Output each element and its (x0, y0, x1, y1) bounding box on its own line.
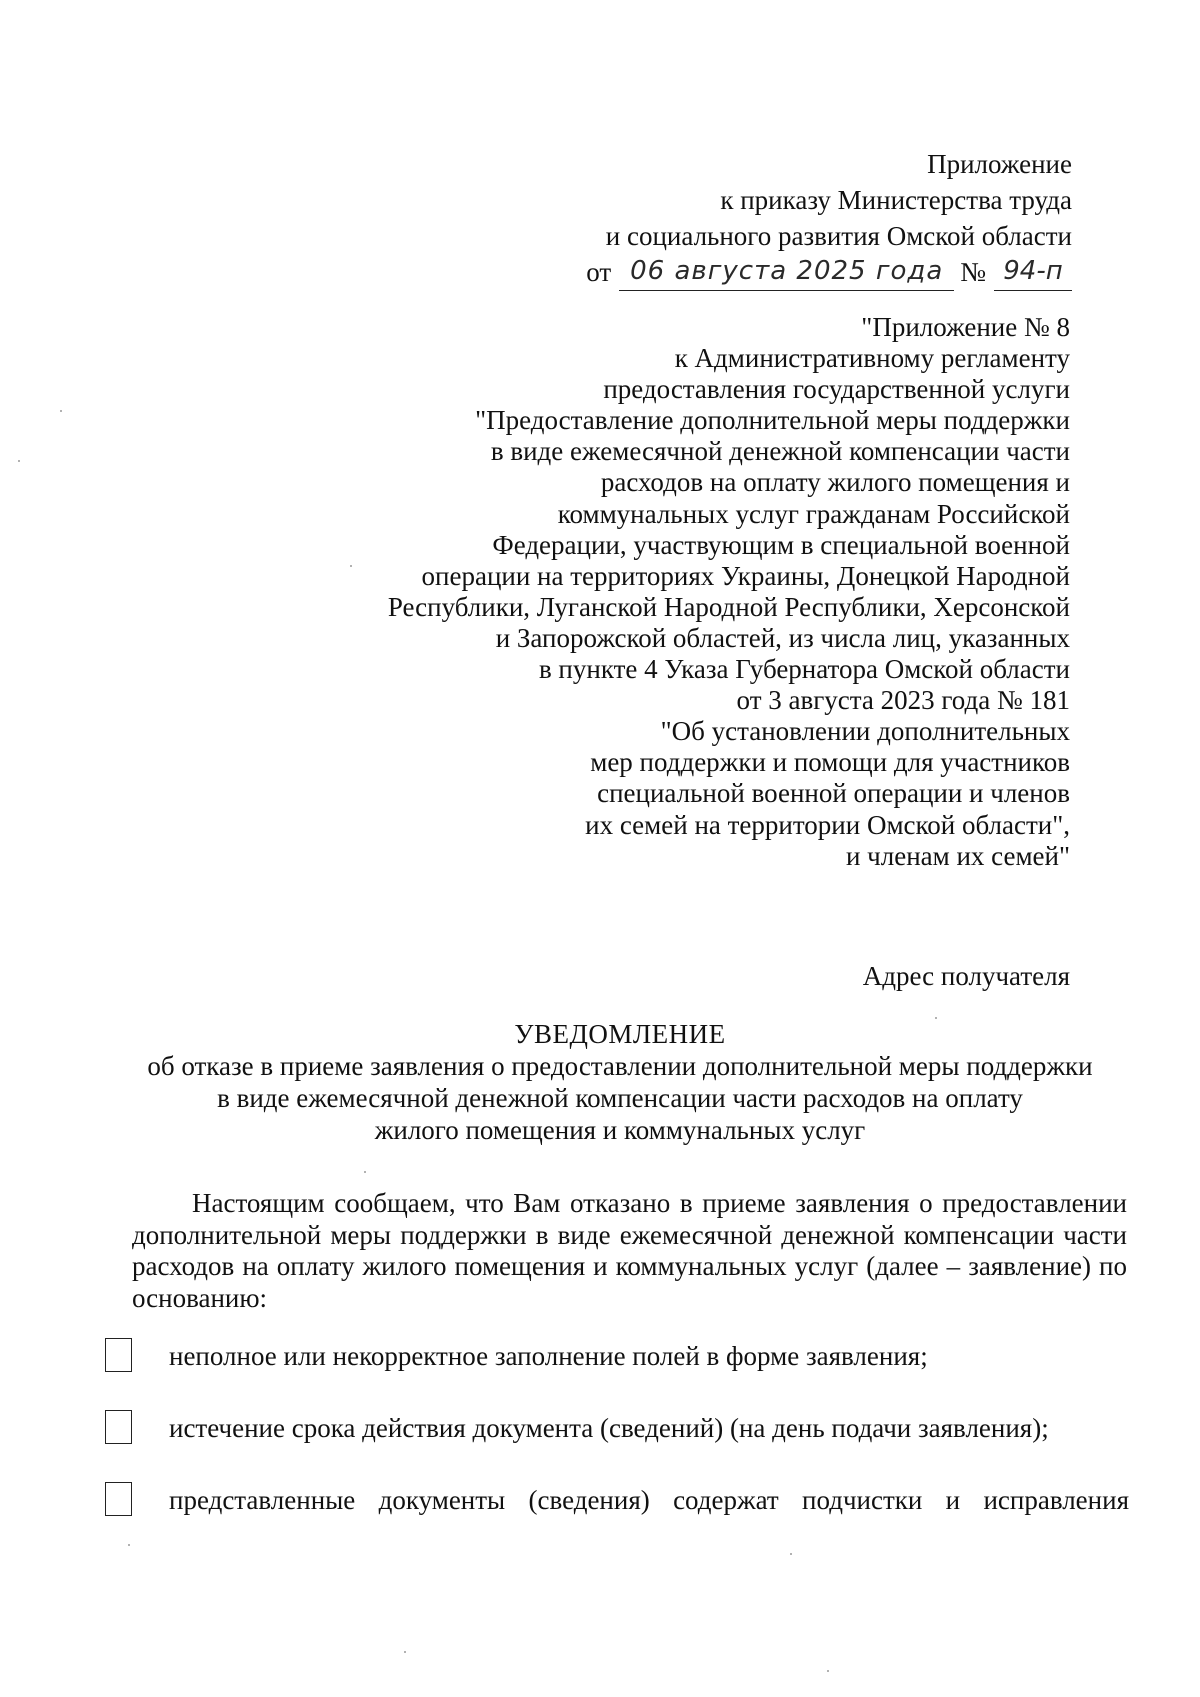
order-prefix: от (586, 257, 612, 287)
regulation-line: в пункте 4 Указа Губернатора Омской области (538, 654, 1070, 685)
appendix-line: Приложение (927, 149, 1072, 179)
regulation-line: Республики, Луганской Народной Республики, Херсонской (387, 591, 1070, 622)
order-number-handwritten: 94-п (1003, 256, 1063, 286)
regulation-line: от 3 августа 2023 года № 181 (736, 685, 1070, 716)
appendix-header (512, 146, 1072, 296)
regulation-line: и членам их семей" (845, 840, 1070, 871)
regulation-line: Федерации, участвующим в специальной военной (492, 529, 1070, 560)
notice-body-paragraph: Настоящим сообщаем, что Вам отказано в приеме заявления о предоставлении дополнительной меры поддержки в виде ежемесячной денежной компенсации части расходов на оплату жилого помещения и коммунальных услуг (далее – заявление) по основанию: (132, 1188, 1127, 1313)
regulation-line: их семей на территории Омской области", (585, 809, 1070, 840)
reason-checkbox[interactable] (105, 1338, 132, 1372)
regulation-line: коммунальных услуг гражданам Российской (557, 498, 1070, 529)
regulation-line: и Запорожской областей, из числа лиц, указанных (495, 622, 1070, 653)
regulation-line: "Приложение № 8 (861, 312, 1070, 342)
notice-subtitle-line: жилого помещения и коммунальных услуг (374, 1115, 866, 1145)
regulation-reference (310, 312, 1070, 872)
regulation-line: предоставления государственной услуги (603, 374, 1070, 405)
order-reference (512, 254, 1072, 296)
order-date-field (619, 256, 954, 291)
scan-speck (364, 1171, 366, 1173)
scan-speck (128, 1544, 130, 1546)
appendix-line: и социального развития Омской области (605, 221, 1072, 251)
notice-subtitle-line: об отказе в приеме заявления о предоставлении дополнительной меры поддержки (147, 1051, 1093, 1081)
regulation-line: к Административному регламенту (674, 343, 1070, 374)
scan-speck (404, 1651, 406, 1653)
appendix-line: к приказу Министерства труда (720, 185, 1072, 215)
order-number-field (994, 256, 1072, 291)
reason-checkbox[interactable] (105, 1482, 132, 1516)
notice-title-block (0, 1018, 1200, 1146)
regulation-line: "Об установлении дополнительных (660, 716, 1070, 747)
scan-speck (18, 460, 20, 462)
regulation-line: в виде ежемесячной денежной компенсации части (490, 436, 1070, 467)
order-number-label: № (960, 257, 986, 287)
regulation-line: операции на территориях Украины, Донецкой Народной (421, 560, 1070, 591)
reason-item (105, 1482, 1135, 1522)
reason-label: истечение срока действия документа (сведений) (на день подачи заявления); (169, 1413, 1049, 1443)
regulation-line: расходов на оплату жилого помещения и (600, 467, 1070, 498)
reason-label: представленные документы (сведения) содержат подчистки и исправления (169, 1485, 1129, 1515)
regulation-line: "Предоставление дополнительной меры поддержки (475, 405, 1070, 436)
reason-item (105, 1338, 1135, 1378)
scan-speck (935, 1017, 937, 1019)
scan-speck (350, 565, 352, 567)
notice-subtitle-line: в виде ежемесячной денежной компенсации части расходов на оплату (217, 1083, 1023, 1113)
order-date-handwritten: 06 августа 2025 года (630, 256, 944, 286)
notice-heading: УВЕДОМЛЕНИЕ (514, 1019, 726, 1049)
scan-speck (60, 410, 62, 412)
reason-checkbox[interactable] (105, 1410, 132, 1444)
scan-speck (790, 1553, 792, 1555)
reason-item (105, 1410, 1135, 1450)
reason-label: неполное или некорректное заполнение полей в форме заявления; (169, 1341, 928, 1371)
regulation-line: специальной военной операции и членов (597, 778, 1070, 809)
scan-speck (827, 1670, 829, 1672)
regulation-line: мер поддержки и помощи для участников (590, 747, 1070, 778)
recipient-address-label: Адрес получателя (862, 961, 1070, 991)
